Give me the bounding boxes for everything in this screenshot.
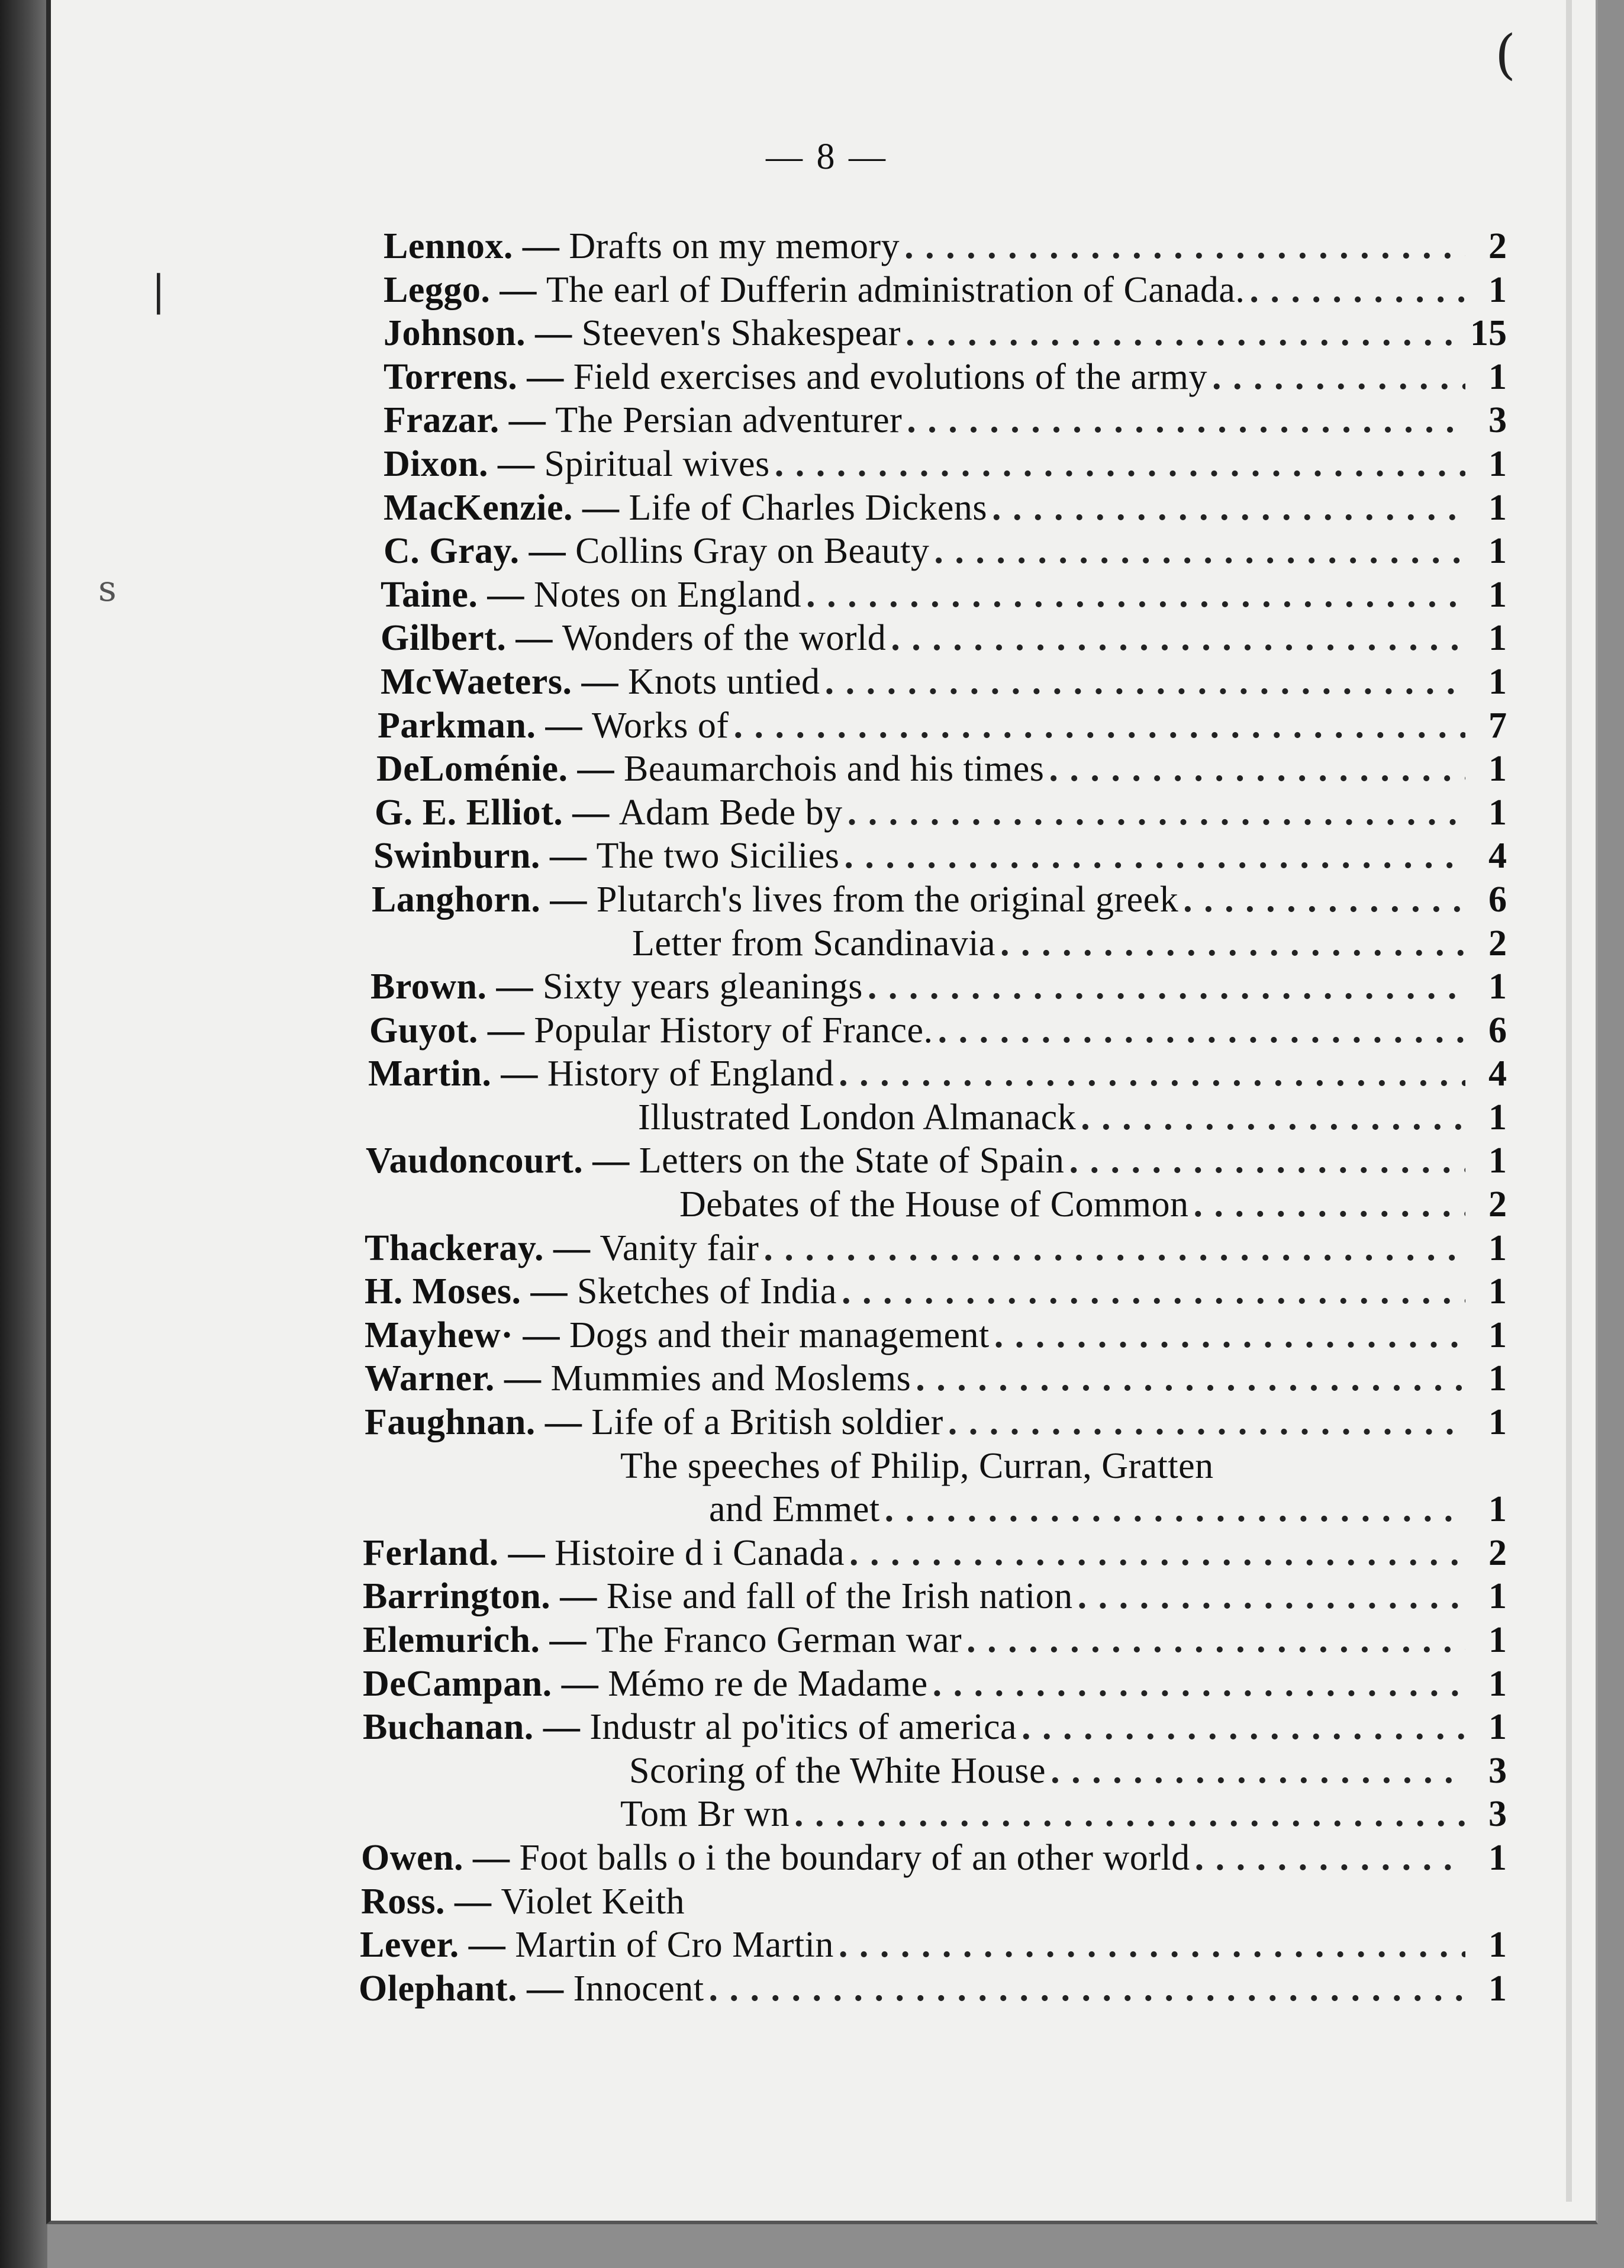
entry-separator: — <box>519 531 576 572</box>
entry-title: Violet Keith <box>501 1881 685 1922</box>
list-item <box>359 1619 1507 1663</box>
entry-separator: — <box>536 705 592 746</box>
entry-title: The Persian adventurer <box>555 400 903 441</box>
entry-volume-count: 4 <box>1488 836 1507 877</box>
entry-separator: — <box>517 356 573 397</box>
list-item <box>359 1357 1507 1401</box>
entry-text <box>360 1924 834 1967</box>
entry-separator: — <box>478 574 534 615</box>
entry-title: Sixty years gleanings <box>543 967 863 1007</box>
entry-separator: — <box>526 313 582 354</box>
entry-title: The earl of Dufferin administration of Canada. <box>546 269 1245 310</box>
list-item <box>359 443 1507 487</box>
dot-leader <box>933 1009 1465 1053</box>
entry-text <box>384 443 770 487</box>
entry-author: Mayhew· <box>365 1315 514 1355</box>
entry-title: Drafts on my memory <box>569 226 900 266</box>
entry-title: Letter from Scandinavia <box>632 923 996 964</box>
entry-author: Buchanan. <box>363 1707 534 1748</box>
entry-separator: — <box>550 1576 607 1617</box>
entry-title: Illustrated London Almanack <box>638 1097 1077 1138</box>
entry-separator: — <box>494 1358 551 1399</box>
list-item <box>359 748 1507 791</box>
entry-title: Histoire d i Canada <box>555 1532 845 1573</box>
entry-author: H. Moses. <box>365 1271 521 1312</box>
entry-text <box>375 791 843 835</box>
entry-author: Torrens. <box>384 356 518 397</box>
dot-leader <box>995 922 1465 966</box>
document-page <box>46 0 1598 2224</box>
dot-leader <box>902 399 1465 443</box>
dot-leader <box>911 1357 1465 1401</box>
entry-text <box>365 1401 943 1445</box>
entry-title: Foot balls o i the boundary of an other world <box>519 1837 1190 1878</box>
page-number: — 8 — <box>766 137 888 177</box>
entry-text <box>378 704 729 748</box>
dot-leader <box>790 1793 1465 1837</box>
dot-leader <box>1017 1706 1465 1750</box>
entry-author: Olephant. <box>359 1968 518 2009</box>
entry-text <box>363 1532 845 1576</box>
entry-volume-count: 1 <box>1488 618 1507 659</box>
entry-separator: — <box>517 1968 573 2009</box>
list-item <box>359 1532 1507 1576</box>
list-item <box>359 1924 1507 1967</box>
entry-author: Thackeray. <box>365 1228 544 1268</box>
entry-volume-count: 1 <box>1488 1097 1507 1138</box>
list-item <box>359 1880 1507 1924</box>
entry-text <box>373 835 839 878</box>
dot-leader <box>886 617 1465 661</box>
entry-volume-count: 1 <box>1488 1707 1507 1748</box>
dot-leader <box>834 1924 1465 1967</box>
entry-separator: — <box>533 1707 590 1748</box>
entry-text <box>384 269 1245 313</box>
dot-leader <box>704 1967 1465 2011</box>
entry-separator: — <box>535 1402 592 1443</box>
entry-separator: — <box>491 1054 547 1094</box>
dot-leader <box>880 1488 1465 1532</box>
entry-author: Barrington. <box>363 1576 551 1617</box>
entry-text <box>709 1488 880 1532</box>
entry-volume-count: 1 <box>1488 792 1507 833</box>
entry-author: DeLoménie. <box>376 749 568 790</box>
entry-separator: — <box>540 879 597 920</box>
dot-leader <box>1046 1750 1465 1793</box>
entry-separator: — <box>540 836 597 877</box>
dot-leader <box>834 1052 1465 1096</box>
dot-leader <box>801 574 1465 617</box>
entry-text <box>370 965 863 1009</box>
entry-author: Dixon. <box>384 443 488 484</box>
entry-author: Langhorn. <box>372 879 541 920</box>
entry-author: Parkman. <box>378 705 536 746</box>
entry-text <box>365 1357 911 1401</box>
entry-title: Rise and fall of the Irish nation <box>606 1576 1073 1617</box>
entry-separator: — <box>445 1881 501 1922</box>
entry-author: MacKenzie. <box>384 487 573 528</box>
list-item <box>359 1837 1507 1880</box>
entry-separator: — <box>488 443 544 484</box>
list-item <box>359 878 1507 922</box>
entry-author: Martin. <box>368 1054 492 1094</box>
list-item <box>359 1793 1507 1837</box>
entry-author: Leggo. <box>384 269 491 310</box>
list-item <box>359 1052 1507 1096</box>
dot-leader <box>1073 1575 1465 1619</box>
entry-title: and Emmet <box>709 1489 880 1530</box>
list-item <box>359 1663 1507 1706</box>
entry-separator: — <box>513 1315 569 1355</box>
entry-author: Guyot. <box>369 1010 478 1051</box>
entry-volume-count: 1 <box>1488 1315 1507 1355</box>
entry-title: Spiritual wives <box>544 443 770 484</box>
entry-author: Brown. <box>370 967 487 1007</box>
entry-text <box>384 312 901 356</box>
dot-leader <box>1190 1837 1465 1880</box>
entry-text <box>381 617 886 661</box>
entry-text <box>384 530 929 574</box>
entry-volume-count: 4 <box>1488 1054 1507 1094</box>
entry-title: Scoring of the White House <box>629 1750 1046 1791</box>
list-item <box>359 399 1507 443</box>
entry-volume-count: 1 <box>1488 1925 1507 1966</box>
entry-volume-count: 3 <box>1488 1794 1507 1835</box>
entry-author: Owen. <box>361 1837 463 1878</box>
entry-title: Steeven's Shakespear <box>581 313 901 354</box>
list-item <box>359 487 1507 530</box>
entry-volume-count: 2 <box>1488 1184 1507 1225</box>
page-fold-shadow <box>1566 0 1572 2202</box>
entry-separator: — <box>486 967 543 1007</box>
entry-volume-count: 1 <box>1488 356 1507 397</box>
dot-leader <box>943 1401 1465 1445</box>
entry-separator: — <box>463 1837 520 1878</box>
dot-leader <box>820 661 1465 704</box>
entry-separator: — <box>540 1620 596 1660</box>
entry-author: C. Gray. <box>384 531 520 572</box>
entry-text <box>679 1183 1188 1227</box>
list-item <box>359 1139 1507 1183</box>
dot-leader <box>990 1314 1465 1358</box>
entry-title: Letters on the State of Spain <box>639 1141 1065 1181</box>
dot-leader <box>1076 1096 1465 1140</box>
dot-leader <box>987 487 1465 530</box>
list-item <box>359 1009 1507 1053</box>
entry-text <box>361 1880 685 1924</box>
entry-volume-count: 2 <box>1488 923 1507 964</box>
entry-separator: — <box>521 1271 578 1312</box>
list-item <box>359 1575 1507 1619</box>
entry-text <box>361 1837 1190 1880</box>
dot-leader <box>928 1663 1465 1706</box>
entry-separator: — <box>573 487 629 528</box>
entry-volume-count: 1 <box>1488 443 1507 484</box>
entry-volume-count: 1 <box>1488 1228 1507 1268</box>
margin-faint-mark: s <box>98 568 117 610</box>
entry-title: Sketches of India <box>577 1271 837 1312</box>
entry-separator: — <box>490 269 546 310</box>
list-item <box>359 1706 1507 1750</box>
entry-author: Swinburn. <box>373 836 540 877</box>
entry-separator: — <box>513 226 569 266</box>
entry-title: Collins Gray on Beauty <box>575 531 930 572</box>
entry-author: Frazar. <box>384 400 500 441</box>
corner-pen-mark: ( <box>1495 24 1516 86</box>
entry-title: Vanity fair <box>600 1228 759 1268</box>
dot-leader <box>837 1270 1465 1314</box>
entry-author: G. E. Elliot. <box>375 792 563 833</box>
entry-volume-count: 6 <box>1488 879 1507 920</box>
entry-separator: — <box>543 1228 600 1268</box>
entry-text <box>365 1227 759 1271</box>
list-item <box>359 661 1507 704</box>
entry-author: Faughnan. <box>365 1402 536 1443</box>
entry-title: The Franco German war <box>595 1620 962 1660</box>
entry-text <box>376 748 1044 791</box>
list-item <box>359 1270 1507 1314</box>
dot-leader <box>863 965 1465 1009</box>
dot-leader <box>729 704 1465 748</box>
entry-separator: — <box>552 1663 608 1704</box>
entry-volume-count: 1 <box>1488 1576 1507 1617</box>
entry-author: Johnson. <box>384 313 526 354</box>
entry-volume-count: 3 <box>1488 400 1507 441</box>
entry-author: Vaudoncourt. <box>366 1141 584 1181</box>
entry-separator: — <box>563 792 619 833</box>
entry-author: Ferland. <box>363 1532 499 1573</box>
list-item <box>359 1750 1507 1793</box>
dot-leader <box>845 1532 1465 1576</box>
entry-title: Martin of Cro Martin <box>515 1925 834 1966</box>
entry-author: Lever. <box>360 1925 459 1966</box>
entry-title: Beaumarchois and his times <box>624 749 1045 790</box>
entry-author: Lennox. <box>384 226 513 266</box>
entry-volume-count: 1 <box>1488 574 1507 615</box>
entry-volume-count: 1 <box>1488 1968 1507 2009</box>
list-item <box>359 835 1507 878</box>
entry-volume-count: 1 <box>1488 1837 1507 1878</box>
dot-leader <box>929 530 1465 574</box>
entry-title: Wonders of the world <box>562 618 887 659</box>
list-item <box>359 922 1507 966</box>
entry-separator: — <box>572 661 628 702</box>
list-item <box>359 791 1507 835</box>
entry-text <box>368 1052 834 1096</box>
dot-leader <box>1207 356 1465 400</box>
entry-title: Mummies and Moslems <box>550 1358 911 1399</box>
entry-text <box>384 487 987 530</box>
entry-title: Innocent <box>573 1968 704 2009</box>
entry-volume-count: 1 <box>1488 1358 1507 1399</box>
entry-volume-count: 1 <box>1488 269 1507 310</box>
entry-author: DeCampan. <box>363 1663 552 1704</box>
entry-volume-count: 1 <box>1488 1489 1507 1530</box>
entry-volume-count: 2 <box>1488 1532 1507 1573</box>
entry-volume-count: 3 <box>1488 1750 1507 1791</box>
entry-text <box>365 1270 837 1314</box>
list-item <box>359 225 1507 269</box>
entry-author: Warner. <box>365 1358 495 1399</box>
entry-title: Field exercises and evolutions of the army <box>573 356 1207 397</box>
entry-title: The two Sicilies <box>596 836 840 877</box>
list-item <box>359 617 1507 661</box>
entry-text <box>363 1575 1073 1619</box>
entry-separator: — <box>459 1925 515 1966</box>
list-item <box>359 965 1507 1009</box>
list-item <box>359 704 1507 748</box>
entry-title: Tom Br wn <box>620 1794 790 1835</box>
list-item <box>359 1445 1507 1489</box>
entry-author: Ross. <box>361 1881 446 1922</box>
entry-title: Plutarch's lives from the original greek <box>596 879 1179 920</box>
entry-title: Dogs and their management <box>569 1315 990 1355</box>
entry-volume-count: 2 <box>1488 226 1507 266</box>
entry-separator: — <box>478 1010 534 1051</box>
list-item <box>359 269 1507 313</box>
entry-volume-count: 1 <box>1488 487 1507 528</box>
dot-leader <box>843 791 1465 835</box>
list-item <box>359 356 1507 400</box>
entry-text <box>363 1663 928 1706</box>
list-item <box>359 1183 1507 1227</box>
entry-text <box>363 1706 1017 1750</box>
dot-leader <box>1178 878 1465 922</box>
entry-text <box>629 1750 1046 1793</box>
entry-separator: — <box>568 749 624 790</box>
dot-leader <box>1044 748 1465 791</box>
list-item <box>359 1401 1507 1445</box>
entry-text <box>366 1139 1064 1183</box>
entry-volume-count: 1 <box>1488 531 1507 572</box>
entry-volume-count: 1 <box>1488 1402 1507 1443</box>
entry-separator: — <box>583 1141 639 1181</box>
scan-binding-edge <box>0 0 47 2268</box>
entry-text <box>638 1096 1076 1140</box>
entry-volume-count: 7 <box>1488 705 1507 746</box>
dot-leader <box>839 835 1465 878</box>
entry-title: History of England <box>547 1054 834 1094</box>
entry-text <box>384 399 902 443</box>
entry-separator: — <box>498 1532 555 1573</box>
entry-volume-count: 1 <box>1488 967 1507 1007</box>
entry-title: Notes on England <box>533 574 802 615</box>
entry-title: Adam Bede by <box>618 792 843 833</box>
entry-volume-count: 15 <box>1470 313 1507 354</box>
dot-leader <box>962 1619 1465 1663</box>
entry-text <box>365 1314 990 1358</box>
entry-volume-count: 1 <box>1488 661 1507 702</box>
entry-separator: — <box>506 618 562 659</box>
dot-leader <box>770 443 1465 487</box>
entry-volume-count: 1 <box>1488 1620 1507 1660</box>
entry-title: The speeches of Philip, Curran, Gratten <box>620 1445 1214 1486</box>
entry-volume-count: 1 <box>1488 1271 1507 1312</box>
entry-text <box>620 1793 790 1837</box>
entry-author: Gilbert. <box>381 618 507 659</box>
book-list <box>359 225 1507 2011</box>
entry-text <box>620 1445 1214 1489</box>
entry-author: Taine. <box>381 574 478 615</box>
entry-text <box>359 1967 704 2011</box>
entry-text <box>369 1009 933 1053</box>
entry-text <box>372 878 1178 922</box>
dot-leader <box>900 225 1465 269</box>
entry-title: Debates of the House of Common <box>679 1184 1189 1225</box>
entry-volume-count: 1 <box>1488 749 1507 790</box>
entry-text <box>632 922 995 966</box>
entry-title: Life of a British soldier <box>591 1402 943 1443</box>
entry-text <box>363 1619 962 1663</box>
dot-leader <box>1188 1183 1465 1227</box>
entry-separator: — <box>499 400 556 441</box>
list-item <box>359 1227 1507 1271</box>
list-item <box>359 1314 1507 1358</box>
dot-leader <box>759 1227 1465 1271</box>
dot-leader <box>1064 1139 1465 1183</box>
entry-author: Elemurich. <box>363 1620 540 1660</box>
entry-volume-count: 1 <box>1488 1663 1507 1704</box>
entry-text <box>384 225 900 269</box>
list-item <box>359 574 1507 617</box>
entry-text <box>381 661 820 704</box>
list-item <box>359 1096 1507 1140</box>
list-item <box>359 312 1507 356</box>
entry-title: Industr al po'itics of america <box>589 1707 1017 1748</box>
entry-title: Knots untied <box>627 661 820 702</box>
entry-title: Works of <box>592 705 729 746</box>
entry-title: Popular History of France. <box>534 1010 933 1051</box>
dot-leader <box>1245 269 1465 313</box>
list-item <box>359 1488 1507 1532</box>
dot-leader <box>901 312 1465 356</box>
entry-title: Mémo re de Madame <box>608 1663 928 1704</box>
entry-text <box>384 356 1207 400</box>
entry-author: McWaeters. <box>381 661 572 702</box>
entry-title: Life of Charles Dickens <box>629 487 987 528</box>
list-item <box>359 1967 1507 2011</box>
margin-stroke-mark: | <box>152 266 166 315</box>
entry-volume-count: 6 <box>1488 1010 1507 1051</box>
entry-text <box>381 574 801 617</box>
list-item <box>359 530 1507 574</box>
entry-volume-count: 1 <box>1488 1141 1507 1181</box>
